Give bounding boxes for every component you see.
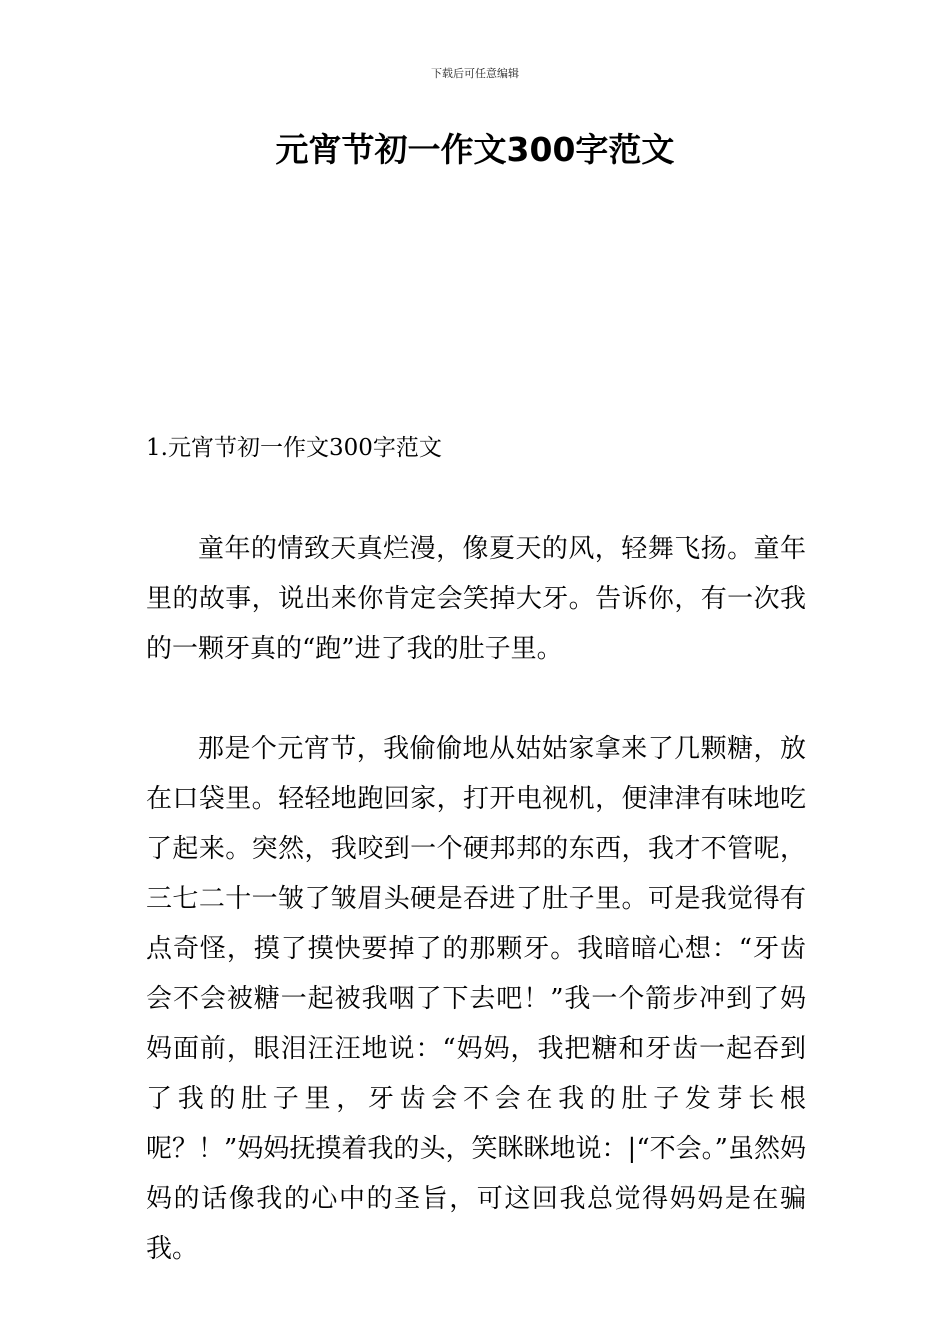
document-title: 元宵节初一作文300字范文 (275, 130, 675, 169)
paragraph-1: 童年的情致天真烂漫，像夏天的风，轻舞飞扬。童年里的故事，说出来你肯定会笑掉大牙。告诉你，有一次我的一颗牙真的“跑”进了我的肚子里。 (146, 534, 806, 664)
paragraph-2: 那是个元宵节，我偷偷地从姑姑家拿来了几颗糖，放在口袋里。轻轻地跑回家，打开电视机，便津津有味地吃了起来。突然，我咬到一个硬邦邦的东西，我才不管呢，三七二十一皱了皱眉头硬是吞进了肚子里。可是我觉得有点奇怪，摸了摸快要掉了的那颗牙。我暗暗心想：“牙齿会不会被糖一起被我咽了下去吧！”我一个箭步冲到了妈妈面前，眼泪汪汪地说：“妈妈，我把糖和牙齿一起吞到了我的肚子里，牙齿会不会在我的肚子发芽长根呢？！”妈妈抚摸着我的头，笑眯眯地说：|“不会。”虽然妈妈的话像我的心中的圣旨，可这回我总觉得妈妈是在骗我。 (146, 734, 806, 1264)
header-note: 下载后可任意编辑 (431, 67, 519, 80)
section-heading: 1.元宵节初一作文300字范文 (146, 435, 442, 461)
